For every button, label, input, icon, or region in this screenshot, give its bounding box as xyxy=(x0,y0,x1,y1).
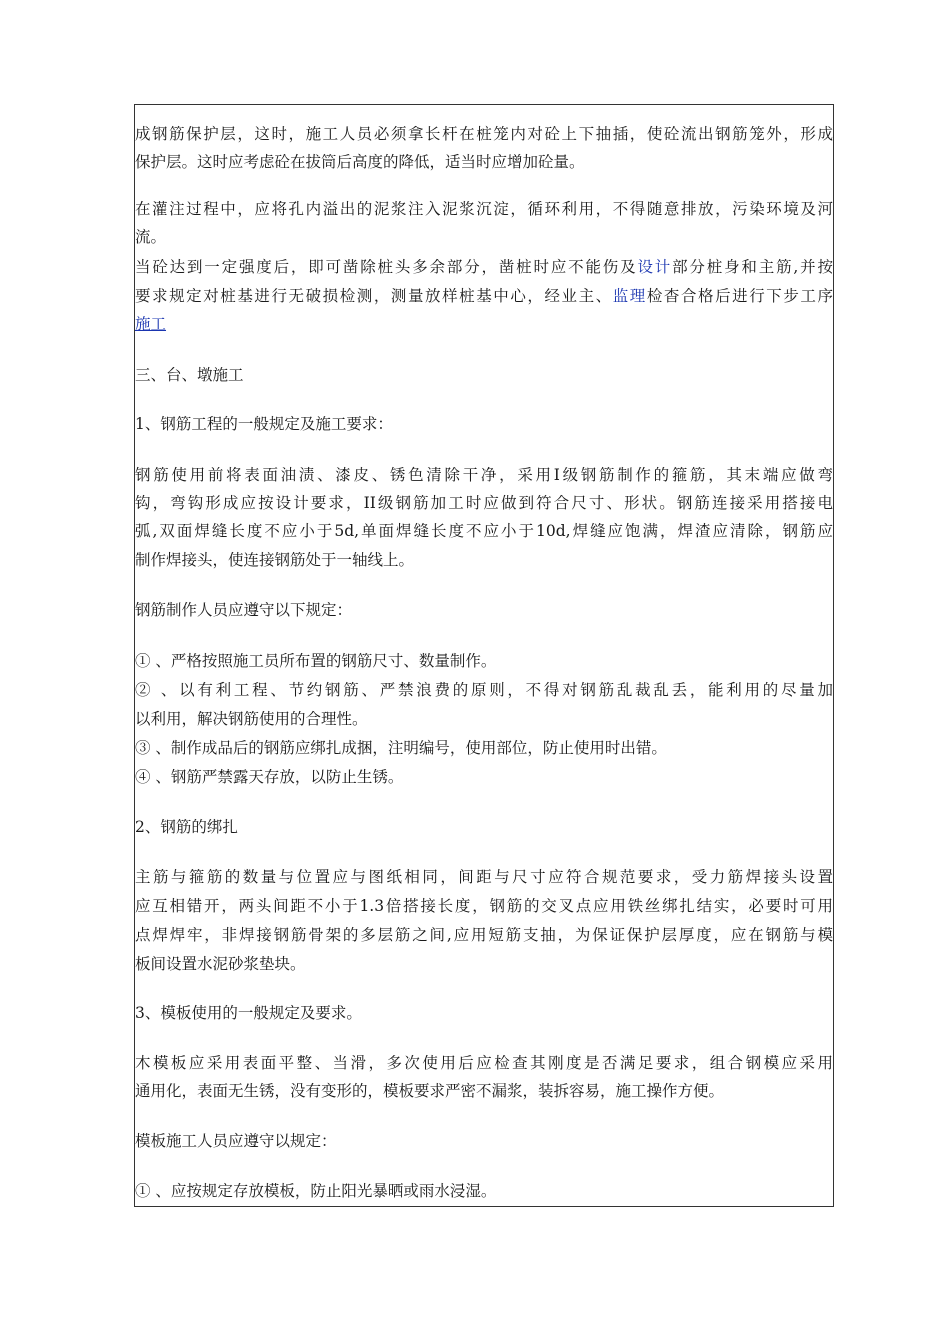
subsection-heading: 1、钢筋工程的一般规定及施工要求： xyxy=(135,415,393,433)
subsection-heading: 2、钢筋的绑扎 xyxy=(135,818,238,836)
list-item: ① 、应按规定存放模板，防止阳光暴晒或雨水浸湿。 xyxy=(135,1182,497,1200)
text-line xyxy=(135,256,833,278)
text-line: 模板施工人员应遵守以规定： xyxy=(135,1132,337,1150)
text-line: 主筋与箍筋的数量与位置应与图纸相同，间距与尺寸应符合规范要求，受力筋焊接头设置 xyxy=(135,868,833,886)
text-segment: 部分桩身和主筋,并按 xyxy=(672,258,833,276)
text-line xyxy=(135,285,833,307)
text-line: 木模板应采用表面平整、当滑，多次使用后应检查其刚度是否满足要求，组合钢模应采用 xyxy=(135,1054,833,1072)
text-line: 板间设置水泥砂浆垫块。 xyxy=(135,955,306,973)
construction-link[interactable]: 施工 xyxy=(135,315,167,333)
text-line: 通用化，表面无生锈，没有变形的，模板要求严密不漏浆，装拆容易，施工操作方便。 xyxy=(135,1082,725,1100)
list-item: ④ 、钢筋严禁露天存放，以防止生锈。 xyxy=(135,768,404,786)
text-line: 钢筋制作人员应遵守以下规定： xyxy=(135,601,353,619)
text-line: 在灌注过程中，应将孔内溢出的泥浆注入泥浆沉淀，循环利用，不得随意排放，污染环境及河 xyxy=(135,200,833,218)
text-line: 成钢筋保护层，这时，施工人员必须拿长杆在桩笼内对砼上下抽插，使砼流出钢筋笼外，形成 xyxy=(135,125,833,143)
supervision-link[interactable]: 监理 xyxy=(612,287,647,305)
text-line: 钢筋使用前将表面油渍、漆皮、锈色清除干净，采用I级钢筋制作的箍筋，其末端应做弯 xyxy=(135,466,833,484)
text-line: 保护层。这时应考虑砼在拔筒后高度的降低，适当时应增加砼量。 xyxy=(135,153,585,171)
text-line: 弧,双面焊缝长度不应小于5d,单面焊缝长度不应小于10d,焊缝应饱满，焊渣应清除，钢筋应 xyxy=(135,522,833,540)
list-item: ② 、以有利工程、节约钢筋、严禁浪费的原则，不得对钢筋乱裁乱丢，能利用的尽量加 xyxy=(135,681,833,699)
text-line xyxy=(135,313,833,335)
list-item: ③ 、制作成品后的钢筋应绑扎成捆，注明编号，使用部位，防止使用时出错。 xyxy=(135,739,667,757)
design-link[interactable]: 设计 xyxy=(637,258,673,276)
text-line: 制作焊接头，使连接钢筋处于一轴线上。 xyxy=(135,551,415,569)
list-item: 以利用，解决钢筋使用的合理性。 xyxy=(135,710,368,728)
text-segment: 当砼达到一定强度后，即可凿除桩头多余部分，凿桩时应不能伤及 xyxy=(135,258,638,276)
text-line: 钩，弯钩形成应按设计要求，II级钢筋加工时应做到符合尺寸、形状。钢筋连接采用搭接电 xyxy=(135,494,833,512)
subsection-heading: 3、模板使用的一般规定及要求。 xyxy=(135,1004,362,1022)
text-segment: 要求规定对桩基进行无破损检测，测量放样桩基中心，经业主、 xyxy=(135,287,613,305)
list-item: ① 、严格按照施工员所布置的钢筋尺寸、数量制作。 xyxy=(135,652,497,670)
text-segment: 检杳合格后进行下步工序 xyxy=(646,287,833,305)
section-heading: 三、台、墩施工 xyxy=(135,366,244,384)
text-line: 流。 xyxy=(135,228,167,246)
text-line: 应互相错开，两头间距不小于1.3倍搭接长度，钢筋的交叉点应用铁丝绑扎结实，必要时可用 xyxy=(135,897,833,915)
text-line: 点焊焊牢，非焊接钢筋骨架的多层筋之间,应用短筋支抽，为保证保护层厚度，应在钢筋与模 xyxy=(135,926,833,944)
